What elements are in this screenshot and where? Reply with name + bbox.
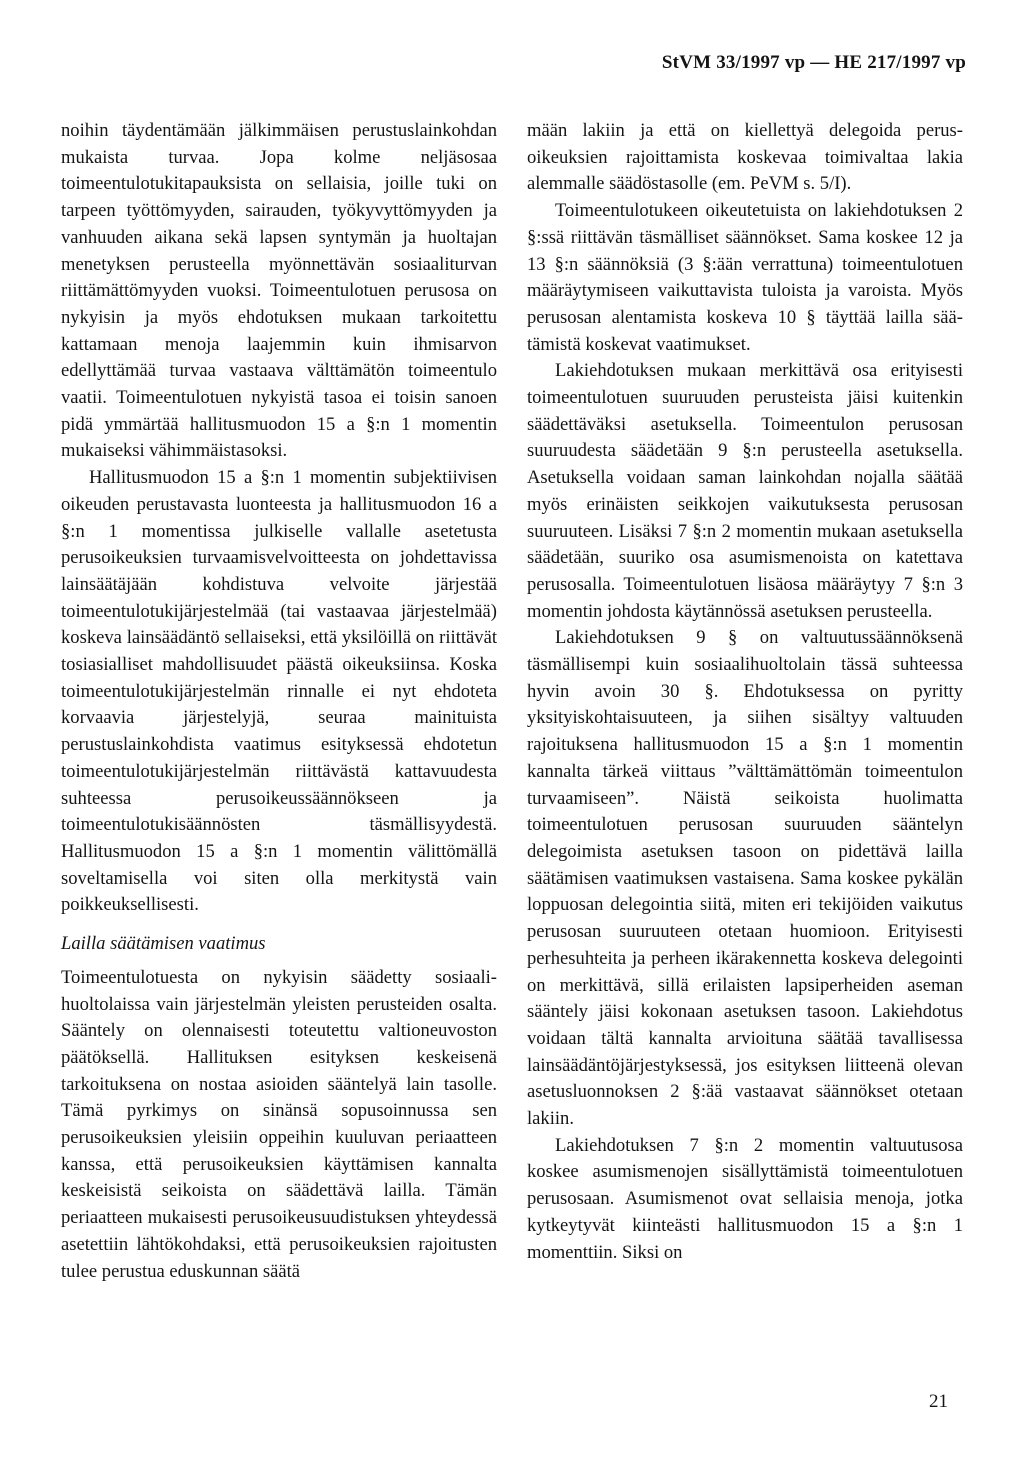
running-header: StVM 33/1997 vp — HE 217/1997 vp bbox=[661, 52, 966, 73]
page-number: 21 bbox=[929, 1391, 948, 1412]
body-paragraph: Lakiehdotuksen mukaan merkittävä osa erityisesti toimeentulotuen suuruuden perusteista jäisi kuitenkin säädettäväksi asetuksella. Toimeentulon perusosan suuruudesta säädetään 9 §:n perusteella asetuksella. Asetuksella voidaan saman lainkohdan nojalla säätää myös erinäisten seikkojen vaikutuksesta perusosan suuruuteen. Lisäksi 7 §:n 2 momentin mukaan asetuksella säädetään, suuriko osa asumismenoista on katettava perusosalla. Toimeentulotuen lisäosa määräytyy 7 §:n 3 momentin johdosta käytännössä asetuksen perusteella. bbox=[527, 360, 963, 622]
left-column bbox=[61, 118, 497, 1285]
right-column bbox=[527, 118, 963, 1266]
body-paragraph: Lakiehdotuksen 7 §:n 2 momentin valtuutusosa koskee asumismenojen sisällyttämistä toimeentulotuen perusosaan. Asumismenot ovat sellaisia menoja, jotka kytkeytyvät kiinteästi hallitusmuodon 15 a §:n 1 momenttiin. Siksi on bbox=[527, 1134, 963, 1263]
body-paragraph: noihin täydentämään jälkimmäisen perustuslainkohdan mukaista turvaa. Jopa kolme neljäsosaa toimeentulotukitapauksista on sellaisia, joille tuki on tarpeen työttömyyden, sairauden, työkyvyttömyyden ja vanhuuden aikana sekä lapsen syntymän ja huoltajan menetyksen perusteella myönnettävän sosiaaliturvan riittämättömyyden vuoksi. Toimeentulotuen perusosa on nykyisin ja myös ehdotuksen mukaan tarkoitettu kattamaan menoja laajemmin kuin ihmisarvon edellyttämää turvaa vastaava välttämätön toimeentulo vaatii. Toimeentulotuen nykyistä tasoa ei toisin sanoen pidä ymmärtää hallitusmuodon 15 a §:n 1 momentin mukaiseksi vähimmäistasoksi. bbox=[61, 120, 497, 462]
body-paragraph: mään lakiin ja että on kiellettyä delegoida perusoikeuksien rajoittamista koskevaa toimivaltaa lakia alemmalle säädöstasolle (em. PeVM s. 5/I). bbox=[527, 120, 963, 195]
body-paragraph: Toimeentulotuesta on nykyisin säädetty sosiaalihuoltolaissa vain järjestelmän yleisten perusteiden osalta. Sääntely on olennaisesti toteutettu valtioneuvoston päätöksellä. Hallituksen esityksen keskeisenä tarkoituksena on nostaa asioiden sääntelyä lain tasolle. Tämä pyrkimys on sinänsä sopusoinnussa sen perusoikeuksien yleisiin oppeihin kuuluvan periaatteen kanssa, että perusoikeuksien käyttämisen kannalta keskeisistä seikoista on säädettävä lailla. Tämän periaatteen mukaisesti perusoikeusuudistuksen yhteydessä asetettiin lähtökohdaksi, että perusoikeuksien rajoitusten tulee perustua eduskunnan säätä bbox=[61, 966, 497, 1282]
body-paragraph: Lakiehdotuksen 9 § on valtuutussäännöksenä täsmällisempi kuin sosiaalihuoltolain tässä suhteessa hyvin avoin 30 §. Ehdotuksessa on pyritty yksityiskohtaisuuteen, ja siihen sisältyy valtuuden rajoituksena hallitusmuodon 15 a §:n 1 momentin kannalta tärkeä viittaus ”välttämättömän toimeentulon turvaamiseen”. Näistä seikoista huolimatta toimeentulotuen perusosan suuruuden sääntelyn delegoimista asetuksen tasoon on pidettävä lailla säätämisen vaatimuksen vastaisena. Sama koskee pykälän loppuosan delegointia siitä, miten eri tekijöiden vaikutus perusosan suuruuteen otetaan huomioon. Erityisesti perhesuhteita ja perheen ikärakennetta koskeva delegointi on merkittävä, sillä erilaisten lapsiperheiden aseman sääntely jäisi kokonaan asetuksen tasoon. Lakiehdotus voidaan tältä kannalta arvioituna säätää tavallisessa lainsäädäntöjärjestyksessä, jos esityksen liitteenä olevan asetusluonnoksen 2 §:ää vastaavat säännökset otetaan lakiin. bbox=[527, 627, 963, 1130]
body-paragraph: Toimeentulotukeen oikeutetuista on lakiehdotuksen 2 §:ssä riittävän täsmälliset säännökset. Sama koskee 12 ja 13 §:n säännöksiä (3 §:ään verrattuna) toimeentulotuen määräytymiseen vaikuttavista tuloista ja varoista. Myös perusosan alentamista koskeva 10 § täyttää lailla säätämistä koskevat vaatimukset. bbox=[527, 200, 963, 355]
section-heading: Lailla säätämisen vaatimus bbox=[61, 933, 266, 955]
body-paragraph: Hallitusmuodon 15 a §:n 1 momentin subjektiivisen oikeuden perustavasta luonteesta ja hallitusmuodon 16 a §:n 1 momentissa julkiselle vallalle asetetusta perusoikeuksien turvaamisvelvoitteesta on johdettavissa lainsäätäjään kohdistuva velvoite järjestää toimeentulotukijärjestelmää (tai vastaavaa järjestelmää) koskeva lainsäädäntö sellaiseksi, että yksilöillä on riittävät tosiasialliset mahdollisuudet päästä oikeuksiinsa. Koska toimeentulotukijärjestelmän rinnalle ei nyt ehdoteta korvaavia järjestelyjä, seuraa mainituista perustuslainkohdista vaatimus esityksessä ehdotetun toimeentulotukijärjestelmän riittävästä kattavuudesta suhteessa perusoikeussäännökseen ja toimeentulotukisäännösten täsmällisyydestä. Hallitusmuodon 15 a §:n 1 momentin välittömällä soveltamisella voi siten olla merkitystä vain poikkeuksellisesti. bbox=[61, 467, 497, 916]
